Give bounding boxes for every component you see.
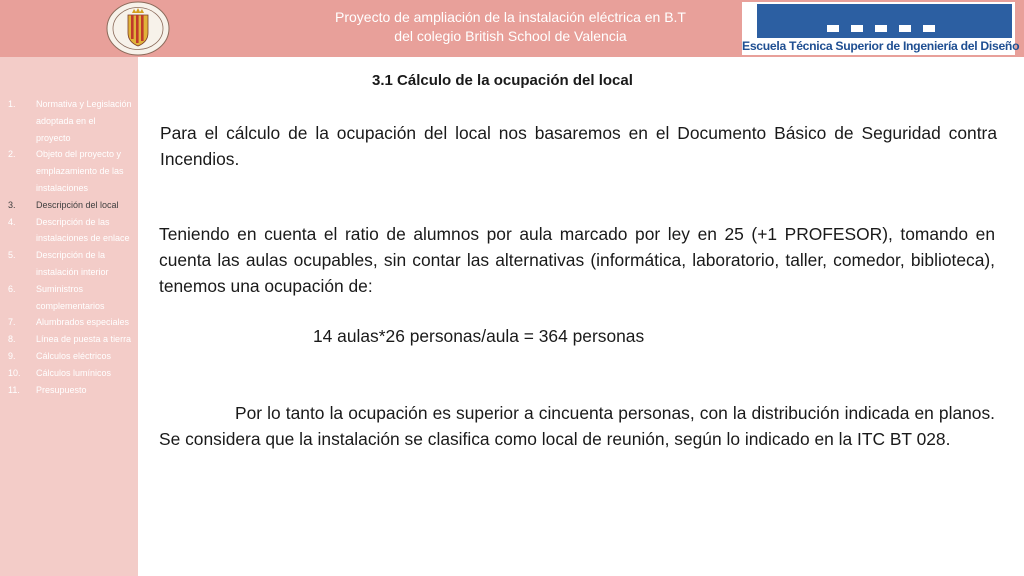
toc-item-label: Presupuesto bbox=[36, 384, 87, 395]
occupancy-formula: 14 aulas*26 personas/aula = 364 personas bbox=[313, 326, 645, 346]
header-title bbox=[258, 8, 763, 46]
toc-item-number: 1. bbox=[8, 99, 16, 109]
toc-item-number: 5. bbox=[8, 250, 16, 261]
toc-item-presupuesto[interactable] bbox=[0, 382, 138, 399]
table-of-contents bbox=[0, 96, 138, 398]
header-title-line1: Proyecto de ampliación de la instalación eléctrica en B.T bbox=[335, 9, 686, 25]
toc-item-number: 11. bbox=[8, 384, 20, 395]
toc-item-label: Suministros complementarios bbox=[36, 283, 105, 311]
logo-text: Escuela Técnica Superior de Ingeniería del Diseño bbox=[742, 39, 1020, 53]
university-seal-logo bbox=[106, 1, 170, 56]
toc-item-number: 4. bbox=[8, 216, 16, 227]
toc-item-label: Línea de puesta a tierra bbox=[36, 334, 132, 345]
toc-item-label: Objeto del proyecto y emplazamiento de las instalaciones bbox=[36, 149, 124, 193]
toc-item-alumbrados[interactable] bbox=[0, 314, 138, 331]
toc-item-label: Normativa y Legislación adoptada en el proyecto bbox=[36, 99, 132, 143]
toc-item-number: 6. bbox=[8, 283, 16, 294]
toc-item-number: 3. bbox=[8, 199, 16, 210]
toc-item-label: Cálculos eléctricos bbox=[36, 350, 112, 361]
header-bar bbox=[0, 0, 1024, 57]
toc-item-number: 7. bbox=[8, 317, 16, 328]
toc-item-label: Descripción de la instalación interior bbox=[36, 250, 109, 277]
toc-item-label: Descripción del local bbox=[36, 199, 119, 210]
logo-blue-band bbox=[757, 4, 1012, 38]
toc-item-puesta-tierra[interactable] bbox=[0, 331, 138, 348]
logo-square bbox=[923, 25, 935, 32]
logo-square bbox=[875, 25, 887, 32]
toc-item-number: 10. bbox=[8, 367, 21, 378]
logo-square bbox=[899, 25, 911, 32]
logo-square bbox=[851, 25, 863, 32]
toc-item-number: 9. bbox=[8, 350, 16, 361]
school-logo bbox=[742, 2, 1020, 55]
toc-item-descripcion-local[interactable] bbox=[0, 197, 138, 214]
toc-item-number: 2. bbox=[8, 149, 16, 160]
toc-item-label: Alumbrados especiales bbox=[36, 317, 130, 328]
paragraph-conclusion: Por lo tanto la ocupación es superior a cincuenta personas, con la distribución indicada en planos. Se considera que la instalación se clasifica como local de reunión, según lo indicado en la ITC BT 028. bbox=[159, 403, 995, 449]
toc-item-label: Cálculos lumínicos bbox=[36, 367, 112, 378]
logo-square bbox=[827, 25, 839, 32]
toc-item-normativa[interactable] bbox=[0, 96, 138, 146]
toc-item-suministros[interactable] bbox=[0, 281, 138, 315]
paragraph-intro: Para el cálculo de la ocupación del local nos basaremos en el Documento Básico de Seguridad contra Incendios. bbox=[160, 123, 997, 169]
paragraph-ratio: Teniendo en cuenta el ratio de alumnos por aula marcado por ley en 25 (+1 PROFESOR), tomando en cuenta las aulas ocupables, sin contar las alternativas (informática, laboratorio, taller, comedor, biblioteca), tenemos una ocupación de: bbox=[159, 224, 995, 296]
toc-item-label: Descripción de las instalaciones de enlace bbox=[36, 216, 130, 244]
toc-item-objeto[interactable] bbox=[0, 146, 138, 196]
toc-item-instalacion-interior[interactable] bbox=[0, 247, 138, 281]
toc-item-calculos-luminicos[interactable] bbox=[0, 365, 138, 382]
header-title-line2: del colegio British School de Valencia bbox=[394, 28, 627, 44]
toc-item-calculos-electricos[interactable] bbox=[0, 348, 138, 365]
toc-item-number: 8. bbox=[8, 334, 16, 345]
section-title: 3.1 Cálculo de la ocupación del local bbox=[372, 72, 633, 89]
toc-item-enlace[interactable] bbox=[0, 214, 138, 248]
